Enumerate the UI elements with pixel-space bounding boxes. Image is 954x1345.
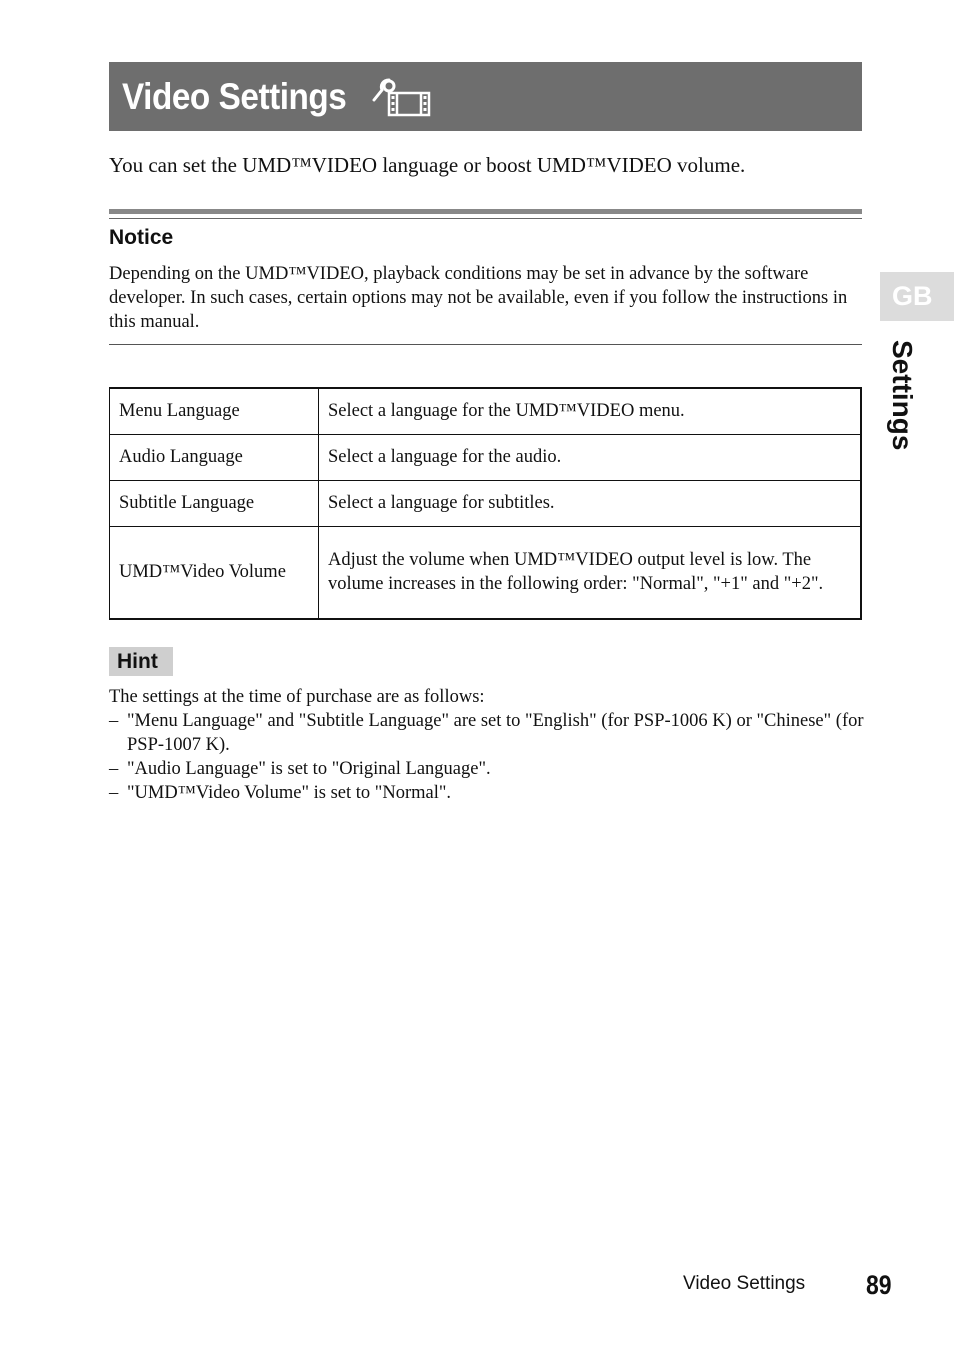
setting-item: Menu Language <box>110 388 319 434</box>
notice-rule-bottom <box>109 344 862 345</box>
notice-body: Depending on the UMD™VIDEO, playback conditions may be set in advance by the software developer. In such cases, certain options may not be available, even if you follow the instructions in this manual. <box>109 264 848 332</box>
footer-section-title: Video Settings <box>683 1273 806 1294</box>
setting-item: Audio Language <box>110 434 319 480</box>
notice-rule-thin <box>109 218 862 219</box>
hint-body <box>109 685 869 805</box>
page-number: 89 <box>866 1270 892 1300</box>
list-item: – "Menu Language" and "Subtitle Language" are set to "English" (for PSP-1006 K) or "Chinese" (for PSP-1007 K). <box>109 709 869 757</box>
list-item: – "UMD™Video Volume" is set to "Normal". <box>109 781 869 805</box>
section-label-text: Settings <box>887 340 918 451</box>
hint-list <box>109 709 869 805</box>
hint-intro: The settings at the time of purchase are as follows: <box>109 687 485 707</box>
hint-label: Hint <box>109 647 173 676</box>
setting-description: Select a language for the UMD™VIDEO menu. <box>319 388 862 434</box>
table-row <box>110 526 862 619</box>
language-tab: GB <box>880 272 954 321</box>
table-row <box>110 480 862 526</box>
table-row <box>110 434 862 480</box>
notice-heading: Notice <box>109 226 174 249</box>
video-settings-icon <box>371 76 433 118</box>
setting-item: UMD™Video Volume <box>110 526 319 619</box>
list-item: – "Audio Language" is set to "Original Language". <box>109 757 869 781</box>
notice-rule-top <box>109 209 862 214</box>
setting-item: Subtitle Language <box>110 480 319 526</box>
setting-description: Adjust the volume when UMD™VIDEO output level is low. The volume increases in the following order: "Normal", "+1" and "+2". <box>319 526 862 619</box>
section-label <box>882 340 922 460</box>
page-title-bar <box>109 62 862 131</box>
page-title: Video Settings <box>122 75 347 117</box>
intro-text: You can set the UMD™VIDEO language or boost UMD™VIDEO volume. <box>109 153 746 177</box>
setting-description: Select a language for the audio. <box>319 434 862 480</box>
table-row <box>110 388 862 434</box>
settings-table <box>109 387 862 620</box>
setting-description: Select a language for subtitles. <box>319 480 862 526</box>
